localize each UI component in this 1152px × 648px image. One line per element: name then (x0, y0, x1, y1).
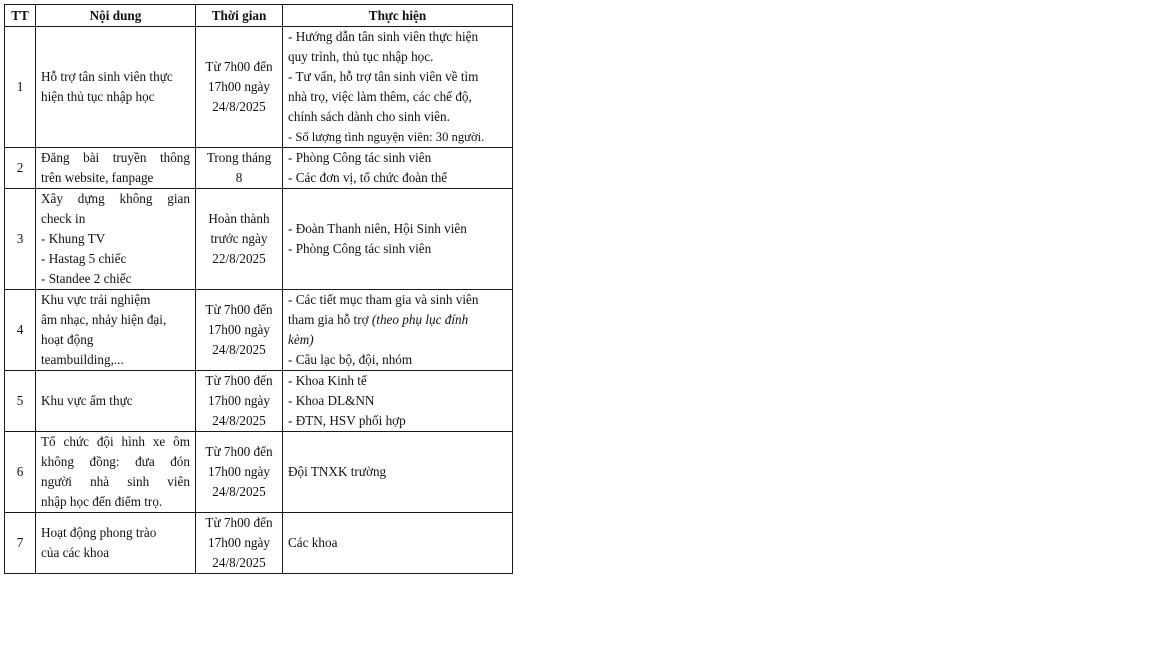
table-row (5, 513, 513, 574)
content-line: Tổ chức đội hình xe ôm (41, 434, 190, 449)
row-number: 7 (5, 513, 36, 574)
exec-line: - Phòng Công tác sinh viên (288, 150, 432, 165)
row-time (196, 189, 283, 290)
row-number: 5 (5, 371, 36, 432)
row-exec (283, 513, 513, 574)
exec-line: chính sách dành cho sinh viên. (288, 109, 450, 124)
row-content (36, 189, 196, 290)
content-line: trên website, fanpage (41, 170, 154, 185)
content-line: người nhà sinh viên (41, 474, 190, 489)
header-tt: TT (5, 5, 36, 27)
row-exec (283, 148, 513, 189)
time-line: 17h00 ngày (208, 79, 270, 94)
exec-italic-note: kèm) (288, 332, 314, 347)
content-line: không đồng: đưa đón (41, 454, 190, 469)
content-line: teambuilding,... (41, 352, 124, 367)
content-line: - Hastag 5 chiếc (41, 251, 127, 266)
time-line: Từ 7h00 đến (205, 302, 273, 317)
table-row (5, 290, 513, 371)
content-line: - Standee 2 chiếc (41, 271, 132, 286)
time-line: 17h00 ngày (208, 464, 270, 479)
exec-line: nhà trọ, việc làm thêm, các chế độ, (288, 89, 472, 104)
exec-line: - Khoa DL&NN (288, 393, 375, 408)
exec-line: - Hướng dẫn tân sinh viên thực hiện (288, 29, 479, 44)
row-exec (283, 27, 513, 148)
table-row (5, 432, 513, 513)
content-line: âm nhạc, nhảy hiện đại, (41, 312, 167, 327)
row-content (36, 432, 196, 513)
content-line: của các khoa (41, 545, 110, 560)
row-number: 3 (5, 189, 36, 290)
time-line: 17h00 ngày (208, 535, 270, 550)
row-time (196, 513, 283, 574)
content-line: nhập học đến điểm trọ. (41, 494, 163, 509)
time-line: 24/8/2025 (212, 484, 266, 499)
row-number: 2 (5, 148, 36, 189)
time-line: Hoàn thành (208, 211, 270, 226)
exec-line: - Câu lạc bộ, đội, nhóm (288, 352, 413, 367)
time-line: 24/8/2025 (212, 555, 266, 570)
time-line: 17h00 ngày (208, 393, 270, 408)
time-line: 24/8/2025 (212, 342, 266, 357)
row-number: 1 (5, 27, 36, 148)
row-time (196, 290, 283, 371)
row-content (36, 371, 196, 432)
time-line: 17h00 ngày (208, 322, 270, 337)
row-exec (283, 432, 513, 513)
header-content: Nội dung (36, 5, 196, 27)
exec-line: Các khoa (288, 535, 338, 550)
exec-text: tham gia hỗ trợ (288, 312, 369, 327)
time-line: Trong tháng (206, 150, 272, 165)
row-content (36, 290, 196, 371)
table-row (5, 189, 513, 290)
exec-line (288, 310, 507, 330)
time-line: Từ 7h00 đến (205, 444, 273, 459)
content-line: - Khung TV (41, 231, 106, 246)
exec-line: - Tư vấn, hỗ trợ tân sinh viên về tìm (288, 69, 479, 84)
exec-line: - Đoàn Thanh niên, Hội Sinh viên (288, 221, 467, 236)
row-exec (283, 189, 513, 290)
row-exec (283, 290, 513, 371)
time-line: 24/8/2025 (212, 99, 266, 114)
exec-line (288, 330, 507, 350)
content-line: Xây dựng không gian (41, 191, 190, 206)
exec-line: - Các đơn vị, tổ chức đoàn thể (288, 170, 448, 185)
row-exec (283, 371, 513, 432)
table-row (5, 27, 513, 148)
exec-italic-note: (theo phụ lục đính (371, 312, 469, 327)
content-line: check in (41, 211, 86, 226)
row-time (196, 371, 283, 432)
row-content (36, 513, 196, 574)
row-time (196, 27, 283, 148)
row-content (36, 148, 196, 189)
content-line: Khu vực trải nghiệm (41, 292, 151, 307)
row-content (36, 27, 196, 148)
table-header-row (5, 5, 513, 27)
time-line: 24/8/2025 (212, 413, 266, 428)
content-line: Hoạt động phong trào (41, 525, 157, 540)
header-time: Thời gian (196, 5, 283, 27)
exec-line: quy trình, thủ tục nhập học. (288, 49, 434, 64)
exec-line: - Số lượng tình nguyện viên: 30 người. (288, 130, 485, 144)
table-row (5, 148, 513, 189)
time-line: Từ 7h00 đến (205, 373, 273, 388)
exec-line: - Các tiết mục tham gia và sinh viên (288, 292, 479, 307)
header-exec: Thực hiện (283, 5, 513, 27)
exec-line: Đội TNXK trường (288, 464, 387, 479)
time-line: Từ 7h00 đến (205, 59, 273, 74)
content-line: hoạt động (41, 332, 94, 347)
time-line: 8 (235, 170, 243, 185)
exec-line: - ĐTN, HSV phối hợp (288, 413, 406, 428)
activity-plan-table (4, 4, 513, 574)
time-line: 22/8/2025 (212, 251, 266, 266)
time-line: trước ngày (210, 231, 268, 246)
content-line: Đăng bài truyền thông (41, 150, 190, 165)
row-time (196, 432, 283, 513)
row-number: 4 (5, 290, 36, 371)
row-time (196, 148, 283, 189)
content-line: Khu vực ẩm thực (41, 393, 133, 408)
exec-line: - Phòng Công tác sinh viên (288, 241, 432, 256)
content-line: Hỗ trợ tân sinh viên thực (41, 69, 173, 84)
exec-line: - Khoa Kinh tế (288, 373, 367, 388)
content-line: hiện thủ tục nhập học (41, 89, 155, 104)
row-number: 6 (5, 432, 36, 513)
activity-plan-document (4, 4, 513, 574)
table-row (5, 371, 513, 432)
time-line: Từ 7h00 đến (205, 515, 273, 530)
